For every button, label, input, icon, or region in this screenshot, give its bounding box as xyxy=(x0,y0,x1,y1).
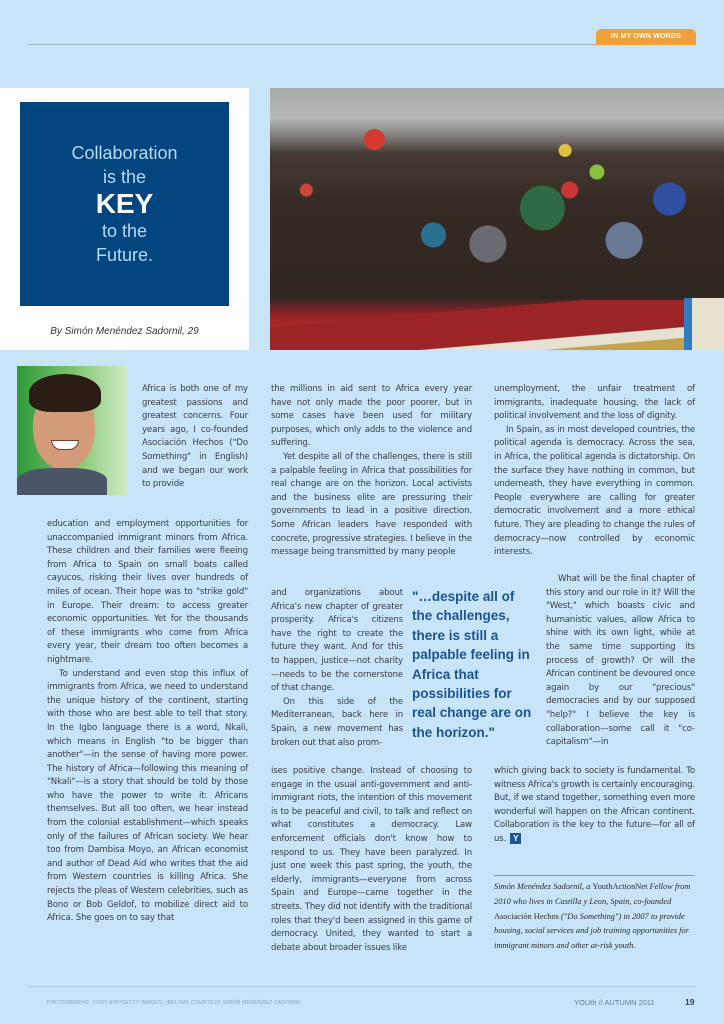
article-col2-bottom xyxy=(271,765,472,955)
hero-photo xyxy=(270,88,724,350)
title-line-2: is the xyxy=(102,167,147,187)
article-paragraph: and organizations about Africa's new chapter of greater prosperity. Africa's citizens have the right to create the future they want. And for this to happen, justice—not charity—needs to be the cornerstone of that change. xyxy=(271,588,403,694)
article-paragraph: On this side of the Mediterranean, back here in Spain, a new movement has broken out that also prom- xyxy=(271,696,403,748)
footer-rule xyxy=(28,986,696,987)
magazine-issue: YOUth // AUTUMN 2011 xyxy=(574,998,655,1007)
article-paragraph xyxy=(494,765,695,847)
bio-text: Simón Menéndez Sadornil, a xyxy=(494,882,593,891)
bio-org: YouthActionNet xyxy=(592,882,648,891)
article-col2-top xyxy=(271,383,472,560)
pull-quote: "…despite all of the challenges, there is still a palpable feeling in Africa that possibilities for real change are on the horizon." xyxy=(412,589,532,740)
bio-text: ("Do Something") in 2007 to provide housing, social services and job training opportunities for immigrant minors and other at-risk youth. xyxy=(494,911,689,951)
article-col3-wrap xyxy=(546,573,695,750)
article-paragraph: In Spain, as in most developed countries, the political agenda is democracy. Across the sea, in Africa, the political agenda is dictatorship. On the surface they have nothing in common, but underneath, they have everything in common. People everywhere are calling for greater democratic involvement and a more ethical future. They are pleading to change the rules of democracy—now controlled by economic interests. xyxy=(494,424,695,558)
title-line-5: Future. xyxy=(95,245,154,265)
author-bio xyxy=(494,880,699,954)
article-paragraph: Africa is both one of my greatest passions and greatest concerns. Four years ago, I co-founded Asociación Hechos ("Do Something" in English) and we began our work to provide xyxy=(142,384,248,490)
article-paragraph: What will be the final chapter of this story and our role in it? Will the "West," which boasts civic and humanistic values, allow Africa to shine with its own light, while at the same time supporting its process of growth? Or will the African continent be devoured once again by our "precious" democracies and by our supposed "help?" I believe the key is collaboration—some call it "co-capitalism"—in xyxy=(546,574,695,748)
hero-photo-crowd xyxy=(270,118,724,298)
section-tab: IN MY OWN WORDS xyxy=(596,29,696,45)
title-card xyxy=(0,88,249,350)
article-paragraph: education and employment opportunities for unaccompanied immigrant minors from Africa. These children and their families were fleeing from Africa to Spain on small boats called cayucos, risking their lives over hundreds of miles of ocean. Their hope was to "strike gold" in Europe. Their dream: to access greater economic opportunities. Yet for the thousands of these immigrants who come from Africa every year, their dream too often becomes a nightmare. xyxy=(47,519,248,665)
title-line-1: Collaboration xyxy=(71,143,178,163)
article-col3-top xyxy=(494,383,695,560)
author-portrait xyxy=(17,366,128,495)
title-line-4: to the xyxy=(101,221,148,241)
page-number: 19 xyxy=(685,997,695,1007)
hero-photo-boat-bow xyxy=(684,298,724,350)
article-col1-wrap xyxy=(142,383,248,492)
hero-photo-boat-hull xyxy=(270,300,724,350)
photo-credits: PHOTOGRAPHS: (TOP) AFP/GETTY IMAGES; (BELOW) COURTESY SIMÓN MENÉNDEZ SADORNIL xyxy=(47,1000,303,1006)
bio-text: Fellow from 2010 who lives in Castilla y Leon, Spain, co-founded xyxy=(494,882,691,906)
title-key-word: KEY xyxy=(95,188,154,219)
article-paragraph: the millions in aid sent to Africa every year have not only made the poor poorer, but in some cases have been used for military purposes, which only adds to the violence and suffering. xyxy=(271,384,472,449)
bio-rule xyxy=(494,875,695,876)
article-col2-wrap xyxy=(271,587,403,750)
article-paragraph: To understand and even stop this influx of immigrants from Africa, we need to understand the unique history of the continent, starting with those who are best able to tell that story. In the Igbo language there is a word, Nkali, which means in English "to be bigger than another"—in the sense of having more power. The history of Africa—following this meaning of "Nkali"—is a story that should be told by those who have the power to write it: Africans themselves. But all too often, we hear instead from the colonial establishment—which speaks only of the failures of African society. We hear too from Dambisa Moyo, an African economist and author of Dead Aid who writes that the aid from Western countries is killing Africa. She rejects the pleas of Western celebrities, such as Bono or Bob Geldof, to mobilize direct aid to Africa. She goes on to say that xyxy=(47,668,248,924)
portrait-shirt xyxy=(17,468,107,495)
youth-end-mark-icon: Y xyxy=(510,833,521,844)
article-paragraph: unemployment, the unfair treatment of immigrants, inadequate housing, the lack of political involvement and the loss of dignity. xyxy=(494,384,695,422)
byline: By Simón Menéndez Sadornil, 29 xyxy=(50,326,199,337)
article-col3-bottom xyxy=(494,765,695,847)
article-closing-text: which giving back to society is fundamental. To witness Africa's growth is certainly encouraging. But, if we stand together, something even more wonderful will happen on the African continent. Collaboration is the key to the future—for all of us. xyxy=(494,766,695,844)
bio-association: Asociación Hechos xyxy=(494,911,559,921)
article-paragraph: Yet despite all of the challenges, there is still a palpable feeling in Africa that possibilities for real change are on the horizon. Local activists and the business elite are pressuring their governments to lead in a positive direction. Some African leaders have responded with concrete, progressive strategies. I believe in the message being transmitted by many people xyxy=(271,451,472,558)
title-box xyxy=(20,102,229,306)
portrait-hair xyxy=(29,374,101,412)
article-col1 xyxy=(47,518,248,926)
article-paragraph: ises positive change. Instead of choosing to engage in the usual anti-government and anti-immigrant riots, the intention of this movement is to be peaceful and civil, to talk and reflect on what constitutes a democracy. Law enforcement officials don't know how to respond to us. They have been paralyzed. In just one week this past spring, the youth, the elderly, immigrants—everyone from across Spain and Europe—came together in the streets. They did not identify with the traditional roles that they'd been assigned in this game of democracy. United, they wanted to start a debate about broader issues like xyxy=(271,766,473,953)
